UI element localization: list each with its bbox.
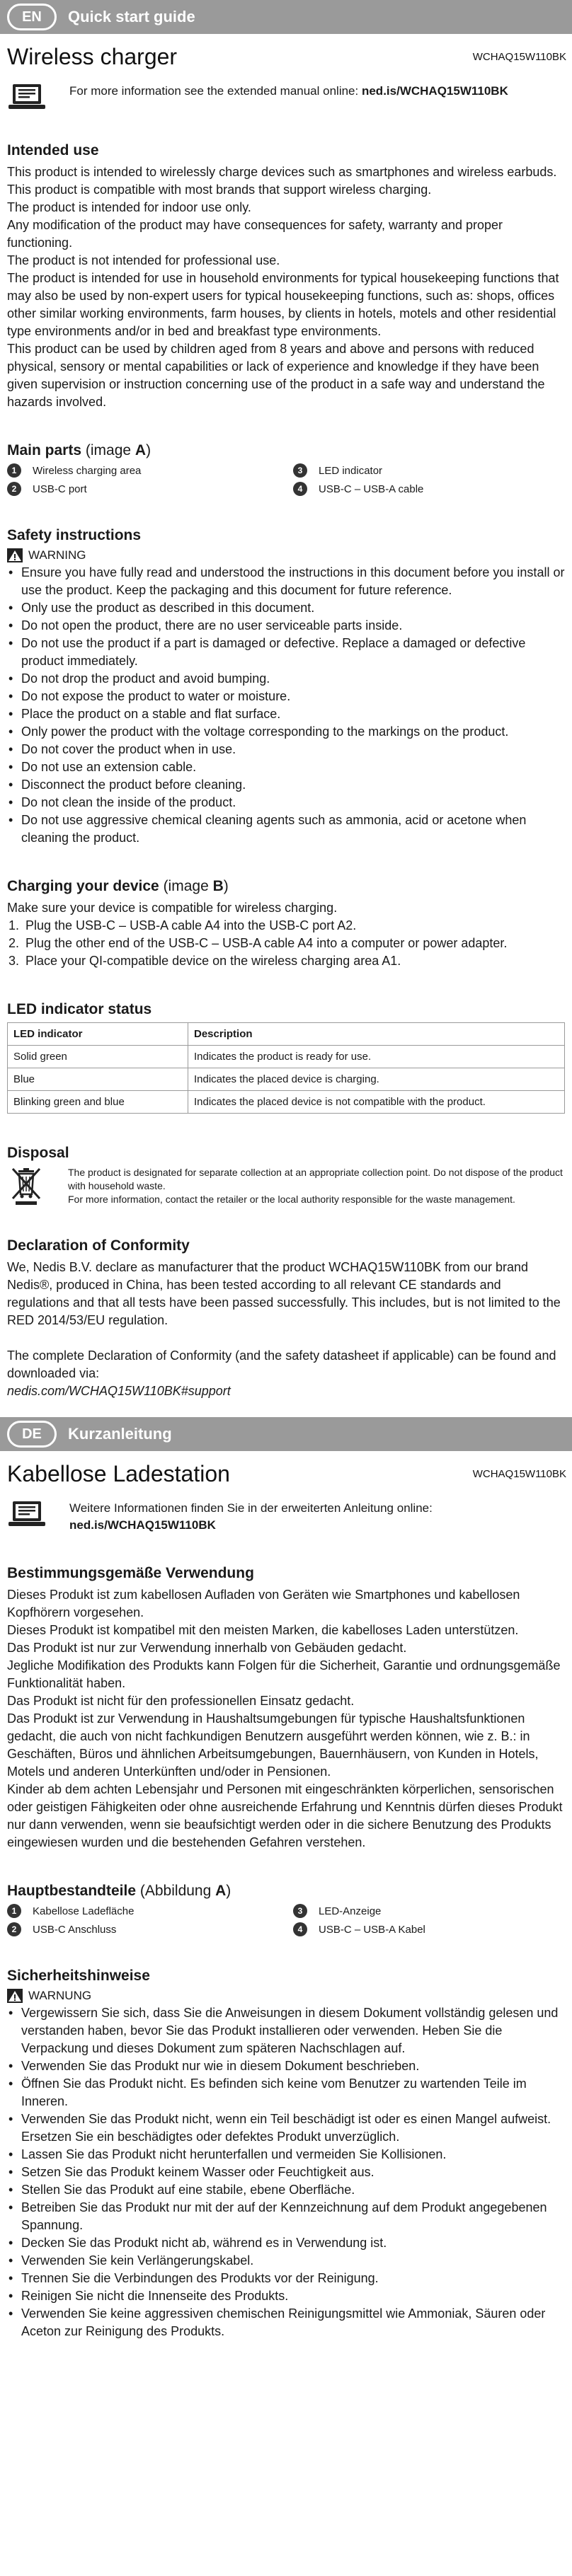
charging-intro-en: Make sure your device is compatible for wireless charging. — [7, 901, 338, 915]
crossed-bin-icon — [10, 1166, 42, 1206]
conformity-heading-en: Declaration of Conformity — [7, 1237, 190, 1254]
part-number-badge: 4 — [293, 482, 307, 496]
safety-item: • Stellen Sie das Produkt auf eine stabile, ebene Oberfläche. — [7, 2181, 565, 2199]
intended-use-text-de — [7, 1586, 565, 1852]
safety-item: • Do not expose the product to water or moisture. — [7, 688, 565, 705]
led-status-heading-en: LED indicator status — [7, 1001, 152, 1017]
intended-use-line: Dieses Produkt ist zum kabellosen Aufladen von Geräten wie Smartphones und kabellosen Kopfhörern vorgesehen. — [7, 1588, 520, 1619]
intended-use-heading-de: Bestimmungsgemäße Verwendung — [7, 1565, 254, 1581]
table-header-row — [8, 1023, 565, 1046]
intended-use-line: Das Produkt ist nur zur Verwendung innerhalb von Gebäuden gedacht. — [7, 1641, 407, 1655]
intended-use-line: Das Produkt ist zur Verwendung in Haushaltsumgebungen für typische Haushaltsfunktionen gedacht, die auch von nicht fachkundigen Benutzern ausgeführt werden können, wie z. B.: in Geschäften, Büros und ähnlichen Arbeitsumgebungen, Bauernhäusern, von Kunden in Hotels, Motels und anderen Unterkünften und/oder in Pensionen. — [7, 1711, 539, 1779]
charging-step: 3. Place your QI-compatible device on the wireless charging area A1. — [8, 954, 401, 968]
safety-item: • Only use the product as described in this document. — [7, 599, 565, 617]
column-header: Description — [188, 1023, 565, 1046]
part-item: 1 Kabellose Ladefläche — [7, 1904, 293, 1918]
safety-item: • Only power the product with the voltage corresponding to the markings on the product. — [7, 723, 565, 741]
manual-text-en: For more information see the extended manual online: — [69, 84, 359, 98]
intended-use-line: Any modification of the product may have consequences for safety, warranty and proper functioning. — [7, 218, 503, 250]
safety-item: • Trennen Sie die Verbindungen des Produkts vor der Reinigung. — [7, 2270, 565, 2287]
part-item: 1 Wireless charging area — [7, 463, 293, 478]
intended-use-line: Jegliche Modifikation des Produkts kann Folgen für die Sicherheit, Garantie und ordnungsgemäße Funktionalität haben. — [7, 1658, 561, 1690]
title-row-en — [7, 44, 565, 70]
part-item: 4 USB-C – USB-A Kabel — [293, 1922, 562, 1936]
section-header-en — [0, 0, 572, 34]
intended-use-line: Dieses Produkt ist kompatibel mit den meisten Marken, die kabelloses Laden unterstützen. — [7, 1623, 519, 1637]
intended-use-line: This product can be used by children aged from 8 years and above and persons with reduced physical, sensory or mental capabilities or lack of experience and knowledge if they have been given supervision or instruction concerning use of the product in a safe way and understand the hazards involved. — [7, 342, 545, 409]
led-status-table — [7, 1022, 565, 1114]
intended-use-line: Das Produkt ist nicht für den professionellen Einsatz gedacht. — [7, 1694, 355, 1708]
main-parts-heading-de: Hauptbestandteile (Abbildung A) — [7, 1883, 231, 1899]
warning-label-de: WARNUNG — [7, 1989, 565, 2003]
warning-triangle-icon — [7, 1989, 23, 2003]
safety-item: • Do not drop the product and avoid bumping. — [7, 670, 565, 688]
laptop-manual-icon — [8, 1500, 45, 1528]
language-badge-de: DE — [7, 1421, 57, 1448]
safety-item: • Verwenden Sie das Produkt nicht, wenn ein Teil beschädigt ist oder es einen Mangel aufweist. Ersetzen Sie ein beschädigtes oder defektes Produkt unverzüglich. — [7, 2110, 565, 2146]
conformity-link-en[interactable]: nedis.com/WCHAQ15W110BK#support — [7, 1384, 231, 1398]
main-parts-heading-en: Main parts (image A) — [7, 442, 151, 458]
content-en — [0, 44, 572, 1400]
model-code-en: WCHAQ15W110BK — [472, 51, 566, 63]
safety-item: • Do not use the product if a part is damaged or defective. Replace a damaged or defective product immediately. — [7, 635, 565, 670]
part-number-badge: 1 — [7, 463, 21, 478]
intended-use-line: The product is not intended for professional use. — [7, 253, 280, 267]
manual-reference-en — [7, 83, 565, 111]
safety-item: • Do not clean the inside of the product. — [7, 794, 565, 812]
document-title-en: Wireless charger — [7, 44, 178, 69]
part-number-badge: 2 — [7, 482, 21, 496]
section-title-en: Quick start guide — [68, 8, 195, 25]
intended-use-line: This product is intended to wirelessly charge devices such as smartphones and wireless earbuds. — [7, 165, 557, 179]
part-item: 2 USB-C port — [7, 482, 293, 496]
part-number-badge: 2 — [7, 1922, 21, 1936]
part-item: 3 LED indicator — [293, 463, 562, 478]
section-header-de — [0, 1417, 572, 1451]
main-parts-list-de — [7, 1904, 565, 1936]
disposal-line: For more information, contact the retailer or the local authority responsible for the waste management. — [68, 1194, 515, 1205]
laptop-manual-icon — [8, 83, 45, 111]
safety-item: • Ensure you have fully read and understood the instructions in this document before you install or use the product. Keep the packaging and this document for future reference. — [7, 564, 565, 599]
safety-item: • Place the product on a stable and flat surface. — [7, 705, 565, 723]
disposal-heading-en: Disposal — [7, 1145, 69, 1161]
content-de — [0, 1461, 572, 2340]
safety-heading-en: Safety instructions — [7, 527, 142, 543]
safety-heading-de: Sicherheitshinweise — [7, 1968, 150, 1984]
safety-item: • Do not open the product, there are no user serviceable parts inside. — [7, 617, 565, 635]
safety-list-de — [7, 2004, 565, 2340]
part-number-badge: 3 — [293, 1904, 307, 1918]
safety-item: • Verwenden Sie keine aggressiven chemischen Reinigungsmittel wie Ammoniak, Säuren oder Aceton zur Reinigung des Produkts. — [7, 2305, 565, 2340]
safety-item: • Betreiben Sie das Produkt nur mit der auf der Kennzeichnung auf dem Produkt angegebenen Spannung. — [7, 2199, 565, 2234]
part-item: 4 USB-C – USB-A cable — [293, 482, 562, 496]
main-parts-list-en — [7, 463, 565, 496]
section-title-de: Kurzanleitung — [68, 1425, 172, 1443]
safety-item: • Do not use an extension cable. — [7, 758, 565, 776]
column-header: LED indicator — [8, 1023, 188, 1046]
manual-reference-de — [7, 1500, 565, 1534]
part-item: 3 LED-Anzeige — [293, 1904, 562, 1918]
safety-item: • Do not use aggressive chemical cleaning agents such as ammonia, acid or acetone when cleaning the product. — [7, 812, 565, 847]
safety-item: • Decken Sie das Produkt nicht ab, während es in Verwendung ist. — [7, 2234, 565, 2252]
intended-use-line: The product is intended for indoor use only. — [7, 200, 251, 214]
charging-steps-en — [7, 917, 565, 970]
conformity-paragraph-2-en: The complete Declaration of Conformity (and the safety datasheet if applicable) can be found and downloaded via: — [7, 1348, 556, 1380]
part-item: 2 USB-C Anschluss — [7, 1922, 293, 1936]
safety-item: • Verwenden Sie das Produkt nur wie in diesem Dokument beschrieben. — [7, 2057, 565, 2075]
safety-item: • Disconnect the product before cleaning. — [7, 776, 565, 794]
intended-use-line: This product is compatible with most brands that support wireless charging. — [7, 183, 432, 197]
charging-step: 1. Plug the USB-C – USB-A cable A4 into the USB-C port A2. — [8, 918, 357, 932]
manual-link-de[interactable]: ned.is/WCHAQ15W110BK — [69, 1518, 216, 1532]
warning-label-en: WARNING — [7, 548, 565, 562]
safety-item: • Lassen Sie das Produkt nicht herunterfallen und vermeiden Sie Kollisionen. — [7, 2146, 565, 2164]
safety-item: • Verwenden Sie kein Verlängerungskabel. — [7, 2252, 565, 2270]
model-code-de: WCHAQ15W110BK — [472, 1468, 566, 1480]
language-badge-en: EN — [7, 4, 57, 30]
part-number-badge: 4 — [293, 1922, 307, 1936]
table-row: Blue Indicates the placed device is charging. — [8, 1068, 565, 1091]
table-row: Blinking green and blue Indicates the placed device is not compatible with the product. — [8, 1091, 565, 1114]
table-row: Solid green Indicates the product is ready for use. — [8, 1046, 565, 1068]
safety-list-en — [7, 564, 565, 847]
charging-heading-en: Charging your device (image B) — [7, 878, 229, 894]
conformity-paragraph-en: We, Nedis B.V. declare as manufacturer that the product WCHAQ15W110BK from our brand Nedis®, produced in China, has been tested according to all relevant CE standards and regulations and that all tests have been passed successfully. This includes, but is not limited to the RED 2014/53/EU regulation. — [7, 1260, 561, 1327]
part-number-badge: 3 — [293, 463, 307, 478]
safety-item: • Vergewissern Sie sich, dass Sie die Anweisungen in diesem Dokument vollständig gelesen und verstanden haben, bevor Sie das Produkt installieren oder verwenden. Heben Sie die Verpackung und dieses Dokument zum späteren Nachschlagen auf. — [7, 2004, 565, 2057]
safety-item: • Setzen Sie das Produkt keinem Wasser oder Feuchtigkeit aus. — [7, 2164, 565, 2181]
warning-triangle-icon — [7, 548, 23, 562]
document-title-de: Kabellose Ladestation — [7, 1461, 230, 1486]
intended-use-line: Kinder ab dem achten Lebensjahr und Personen mit eingeschränkten körperlichen, sensorischen oder geistigen Fähigkeiten oder ohne ausreichende Erfahrung und Kenntnis dürfen dieses Produkt nur dann verwenden, wenn sie beaufsichtigt werden oder in die sichere Benutzung des Produkts eingewiesen wurden und die bestehenden Gefahren verstehen. — [7, 1782, 563, 1849]
disposal-line: The product is designated for separate collection at an appropriate collection point. Do not dispose of the product with household waste. — [68, 1167, 563, 1191]
intended-use-heading-en: Intended use — [7, 142, 99, 158]
intended-use-text-en — [7, 163, 565, 411]
part-number-badge: 1 — [7, 1904, 21, 1918]
manual-text-de: Weitere Informationen finden Sie in der erweiterten Anleitung online: — [69, 1501, 433, 1515]
disposal-block-en — [7, 1166, 565, 1206]
intended-use-line: The product is intended for use in household environments for typical housekeeping functions that may also be used by non-expert users for typical housekeeping functions, such as: shops, offices other similar working environments, farm houses, by clients in hotels, motels and other residential type environments and/or in bed and breakfast type environments. — [7, 271, 559, 338]
manual-link-en[interactable]: ned.is/WCHAQ15W110BK — [361, 84, 508, 98]
title-row-de — [7, 1461, 565, 1487]
safety-item: • Do not cover the product when in use. — [7, 741, 565, 758]
safety-item: • Reinigen Sie nicht die Innenseite des Produkts. — [7, 2287, 565, 2305]
safety-item: • Öffnen Sie das Produkt nicht. Es befinden sich keine vom Benutzer zu wartenden Teile im Inneren. — [7, 2075, 565, 2110]
charging-step: 2. Plug the other end of the USB-C – USB-A cable A4 into a computer or power adapter. — [8, 936, 508, 950]
